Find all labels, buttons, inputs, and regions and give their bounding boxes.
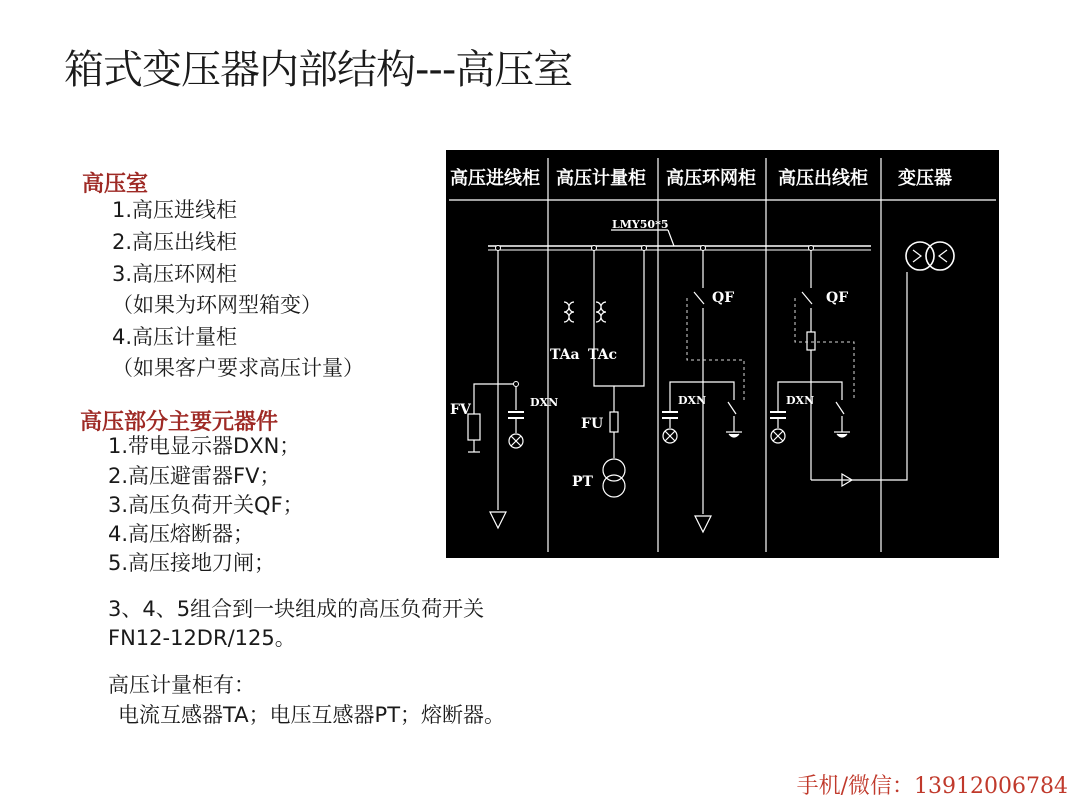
busbar-label: LMY50*5	[612, 218, 669, 231]
fv-label: FV	[450, 402, 471, 418]
header-transformer: 变压器	[898, 168, 952, 189]
fu-label: FU	[581, 416, 604, 432]
list-item: 1.高压进线柜	[112, 198, 238, 222]
taa-label: TAa	[550, 347, 580, 363]
list-item: 3.高压环网柜	[112, 262, 238, 286]
header-outgoing-cabinet: 高压出线柜	[778, 168, 868, 189]
section-heading-high-voltage-room: 高压室	[82, 172, 149, 197]
list-item: 3.高压负荷开关QF；	[108, 493, 304, 517]
diagram-background	[446, 150, 999, 558]
dxn-label: DXN	[530, 396, 559, 409]
list-item: 4.高压熔断器；	[108, 522, 255, 546]
bus-tap	[701, 246, 706, 251]
list-item-note: （如果客户要求高压计量）	[112, 356, 364, 380]
list-item: 1.带电显示器DXN；	[108, 434, 301, 458]
qf-label: QF	[712, 290, 735, 306]
note-line: 3、4、5组合到一块组成的高压负荷开关	[108, 597, 485, 621]
bus-tap	[592, 246, 597, 251]
list-item: 5.高压接地刀闸；	[108, 551, 276, 575]
header-ring-main-cabinet: 高压环网柜	[666, 168, 756, 189]
contact-info: 手机/微信：13912006784	[796, 774, 1068, 799]
section-heading-main-components: 高压部分主要元器件	[80, 410, 279, 435]
qf-label: QF	[826, 290, 849, 306]
list-item: 2.高压避雷器FV；	[108, 464, 281, 488]
bus-tap	[514, 382, 519, 387]
bus-tap	[642, 246, 647, 251]
single-line-diagram	[446, 150, 999, 558]
dxn-label: DXN	[786, 394, 815, 407]
pt-label: PT	[572, 474, 593, 490]
bus-tap	[496, 246, 501, 251]
slide-title: 箱式变压器内部结构---高压室	[64, 47, 573, 93]
list-item: 2.高压出线柜	[112, 230, 238, 254]
list-item-note: （如果为环网型箱变）	[112, 293, 322, 317]
note-line: 高压计量柜有：	[108, 673, 255, 697]
dxn-label: DXN	[678, 394, 707, 407]
header-incoming-cabinet: 高压进线柜	[450, 168, 540, 189]
list-item: 4.高压计量柜	[112, 325, 238, 349]
note-line: FN12-12DR/125。	[108, 626, 296, 650]
header-metering-cabinet: 高压计量柜	[556, 168, 646, 189]
note-line: 电流互感器TA；电压互感器PT；熔断器。	[118, 703, 506, 727]
tac-label: TAc	[588, 347, 618, 363]
bus-tap	[809, 246, 814, 251]
